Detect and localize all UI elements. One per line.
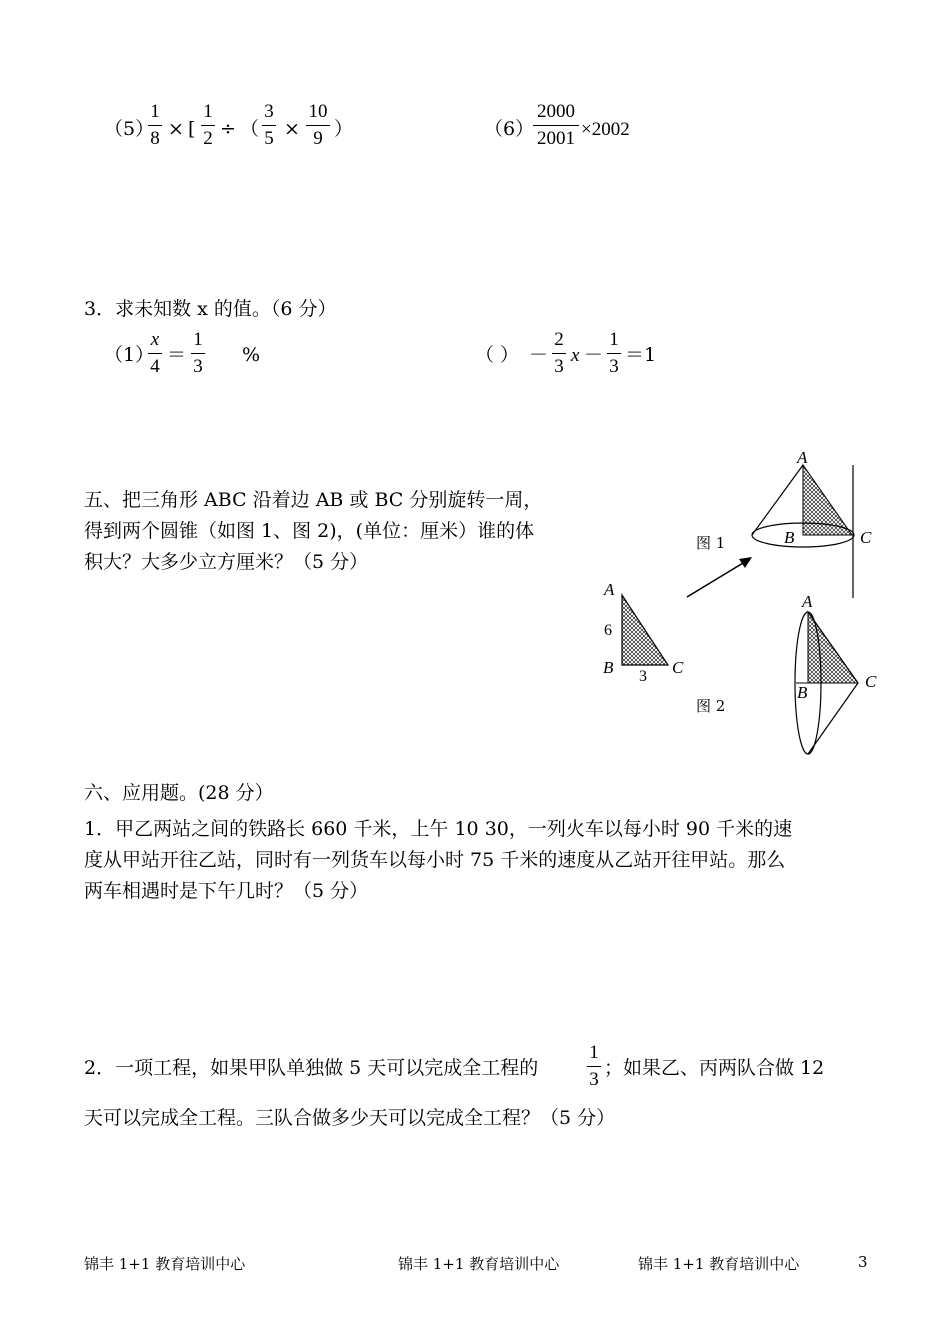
fig2-label-c: C: [865, 672, 877, 691]
q3-e2-x: x: [571, 345, 580, 366]
section6-q2-part-a: 2．一项工程，如果甲队单独做 5 天可以完成全工程的: [84, 1057, 539, 1079]
p5-label: （5）: [104, 118, 155, 140]
p5-lparen: （: [240, 118, 260, 140]
cone2-lower-edge: [808, 683, 858, 754]
section6-q2-part-b: ；如果乙、丙两队合做 12: [604, 1057, 825, 1079]
p6-frac: 2000 2001: [533, 100, 579, 151]
q3-e1-eq: ＝: [167, 344, 187, 366]
p5-times1: ×: [168, 118, 184, 140]
fig1-label-a: A: [797, 448, 808, 467]
p6-label: （6）: [484, 118, 535, 140]
p5-rparen: ）: [334, 118, 354, 140]
fig-label-three: 3: [639, 668, 647, 685]
fig-label-b: B: [603, 658, 614, 677]
q3-e2-label: （ ）: [475, 344, 520, 366]
q3-e2-minus2: －: [584, 344, 604, 366]
section6-q2-line2: 天可以完成全工程。三队合做多少天可以完成全工程？（5 分）: [84, 1107, 616, 1129]
p5-frac2: 1 2: [201, 100, 215, 151]
q3-title: 3．求未知数 x 的值。（6 分）: [84, 298, 337, 320]
fig-label-c: C: [672, 658, 684, 677]
p5-frac3: 3 5: [262, 100, 276, 151]
p5-div: ÷: [220, 118, 236, 140]
q3-e2-frac2: 1 3: [607, 328, 621, 379]
fig2-caption: 图 2: [696, 697, 726, 715]
p6-tail: ×2002: [581, 119, 630, 140]
fig-label-a: A: [604, 580, 615, 599]
p5-frac4: 10 9: [306, 100, 330, 151]
arrow: [687, 560, 748, 597]
q3-e2-frac1: 2 3: [552, 328, 566, 379]
page-number: 3: [858, 1253, 868, 1271]
section5-text: 五、把三角形 ABC 沿着边 AB 或 BC 分别旋转一周， 得到两个圆锥（如图 1、图 2)，(单位：厘米）谁的体 积大？大多少立方厘米？（5 分）: [84, 489, 543, 573]
cone-figure: [590, 440, 890, 760]
triangle-abc: [622, 595, 668, 665]
q3-e2-minus: －: [529, 344, 549, 366]
fig2-label-a: A: [802, 592, 813, 611]
arrow-head: [739, 557, 752, 568]
p5-times2: ×: [284, 118, 300, 140]
fig1-label-c: C: [860, 528, 872, 547]
section6-title: 六、应用题。(28 分）: [84, 782, 274, 804]
footer-center-1: 锦丰 1+1 教育培训中心: [84, 1255, 246, 1273]
q3-e2-rhs: ＝1: [625, 344, 657, 366]
cone1-hatched-triangle: [803, 465, 852, 535]
footer-center-3: 锦丰 1+1 教育培训中心: [638, 1255, 800, 1273]
fig1-label-b: B: [784, 528, 795, 547]
q3-e1-mark: %: [242, 344, 261, 366]
q3-e1-frac-r: 1 3: [191, 328, 205, 379]
section6-q1: 1．甲乙两站之间的铁路长 660 千米，上午 10 30，一列火车以每小时 90 千米的速 度从甲站开往乙站，同时有一列货车以每小时 75 千米的速度从乙站开往甲站。那么 两车相遇时是下午几时？（5 分）: [84, 818, 793, 902]
p5-frac1: 1 8: [148, 100, 162, 151]
fig-label-six: 6: [604, 622, 612, 639]
footer-center-2: 锦丰 1+1 教育培训中心: [398, 1255, 560, 1273]
section6-q2-frac: 1 3: [587, 1041, 601, 1092]
p5-lbracket: [: [188, 118, 196, 140]
fig2-label-b: B: [797, 683, 808, 702]
q3-e1-label: （1）: [104, 344, 155, 366]
fig1-caption: 图 1: [696, 534, 726, 552]
q3-e1-frac-x: x 4: [148, 328, 162, 379]
